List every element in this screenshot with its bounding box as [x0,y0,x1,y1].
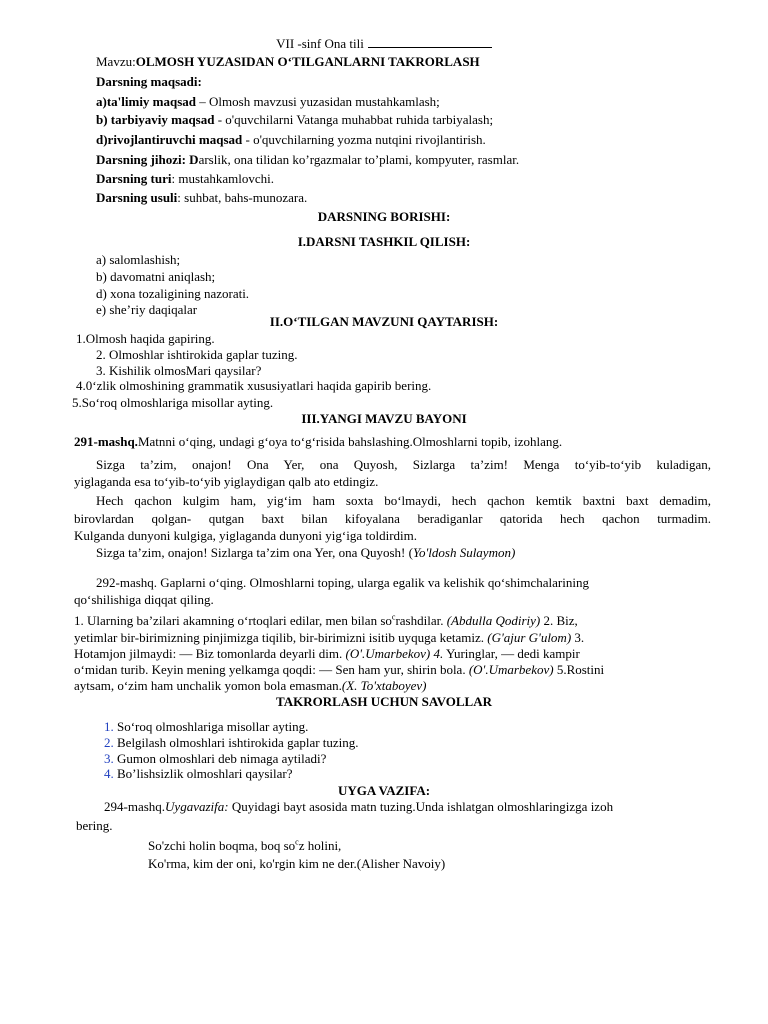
sentence-line: 1. Ularning ba’zilari akamning o‘rtoqlari edilar, men bilan $so^crashdilar$. (Abdulla Qodiriy) 2. Biz, [74,612,578,628]
goal-item: d)rivojlantiruvchi maqsad - o'quvchilarning yozma nutqini rivojlantirish. [96,132,486,147]
homework-line: 294-mashq.Uygavazifa: Quyidagi bayt asosida matn tuzing.Unda ishlatgan olmoshlaringizga izoh [104,799,614,814]
exercise-292: qo‘shilishiga diqqat qiling. [74,592,214,607]
list-item: d) xona tozaligining nazorati. [96,286,250,301]
type-line: Darsning turi: mustahkamlovchi. [96,171,275,186]
list-item: b) davomatni aniqlash; [96,269,216,284]
passage-line: birovlardan qolgan- qutgan baxt bilan kifoyalana beradiganlar qatorida hech qachon turmadim. [74,511,711,526]
homework-line: bering. [76,818,113,833]
sentence-line: aytsam, o‘zim ham unchalik yomon bola emasman.(X. To'xtaboyev) [74,678,427,693]
list-item: 3. Kishilik olmosMari qaysilar? [96,363,262,378]
method-line: Darsning usuli: suhbat, bahs-munozara. [96,190,308,205]
exercise-292: 292-mashq. Gaplarni o‘qing. Olmoshlarni toping, ularga egalik va kelishik qo‘shimchalarining [96,575,589,590]
list-item: e) she’riy daqiqalar [96,302,198,317]
sentence-line: Hotamjon jilmaydi: — Biz tomonlarda deyarli dim. (O'.Umarbekov) 4. Yuringlar, — dedi kampir [74,646,580,661]
review-heading: TAKRORLASH UCHUN SAVOLLAR [276,694,492,709]
sentence-line: o‘midan turib. Keyin mening yelkamga qoqdi: — Sen ham yur, shirin bola. (O'.Umarbekov) 5.Rostini [74,662,605,677]
goal-item: a)ta'limiy maqsad – Olmosh mavzusi yuzasidan mustahkamlash; [96,94,440,109]
passage-line: Sizga ta’zim, onajon! Ona Yer, ona Quyosh, Sizlarga ta’zim! Menga to‘yib-to‘yib kuladigan, [96,457,711,472]
section3-heading: III.YANGI MAVZU BAYONI [301,411,467,426]
section2-heading: II.O‘TILGAN MAVZUNI QAYTARISH: [269,314,499,329]
topic-title: OLMOSH YUZASIDAN O‘TILGANLARNI TAKRORLASH [135,54,480,69]
equipment-line: Darsning jihozi: Darslik, ona tilidan ko’rgazmalar to’plami, kompyuter, rasmlar. [96,152,520,167]
topic-line: Mavzu:OLMOSH YUZASIDAN O‘TILGANLARNI TAKRORLASH [96,54,480,69]
section1-heading: I.DARSNI TASHKIL QILISH: [297,234,471,249]
list-item: 2. Olmoshlar ishtirokida gaplar tuzing. [96,347,298,362]
passage-line: Sizga ta’zim, onajon! Sizlarga ta’zim ona Yer, ona Quyosh! (Yo'ldosh Sulaymon) [96,545,516,560]
poem-line: So'zchi holin boqma, boq $so^cz$ holini, [148,837,342,853]
poem-line: Ko'rma, kim der oni, ko'rgin kim ne der.(Alisher Navoiy) [148,856,446,871]
document-header [0,35,768,52]
progress-heading: DARSNING BORISHI: [317,209,451,224]
sentence-line: yetimlar bir-birimizning pinjimizga tiqilib, bir-birimizni isitib uyquga ketamiz. (G'ajur G'ulom) 3. [74,630,585,645]
passage-line: Hech qachon kulgim ham, yig‘im ham soxta bo‘lmaydi, hech qachon kemtik baxtni baxt demadim, [96,493,711,508]
review-item: 1. So‘roq olmoshlariga misollar ayting. [104,719,309,734]
review-item: 2. Belgilash olmoshlari ishtirokida gaplar tuzing. [104,735,359,750]
list-item: 5.So‘roq olmoshlariga misollar ayting. [72,395,274,410]
review-item: 4. Bo’lishsizlik olmoshlari qaysilar? [104,766,293,781]
exercise-291: 291-mashq.Matnni o‘qing, undagi g‘oya to‘g‘risida bahslashing.Olmoshlarni topib, izohlang. [74,434,563,449]
passage-line: Kulganda dunyoni kulgiga, yiglaganda dunyoni yig‘iga toldirdim. [74,528,418,543]
list-item: 1.Olmosh haqida gapiring. [76,331,215,346]
goal-item: b) tarbiyaviy maqsad - o'quvchilarni Vatanga muhabbat ruhida tarbiyalash; [96,112,494,127]
passage-line: yiglaganda esa to‘yib-to‘yib yiglaydigan qalb ato etdingiz. [74,474,379,489]
goals-heading: Darsning maqsadi: [96,74,202,89]
passage-author: Yo'ldosh Sulaymon) [412,545,516,560]
list-item: a) salomlashish; [96,252,181,267]
homework-heading: UYGA VAZIFA: [337,783,431,798]
header-title: VII -sinf Ona tili [276,36,364,51]
list-item: 4.0‘zlik olmoshining grammatik xususiyatlari haqida gapirib bering. [76,378,432,393]
blank-line [368,35,492,48]
review-item: 3. Gumon olmoshlari deb nimaga aytiladi? [104,751,327,766]
